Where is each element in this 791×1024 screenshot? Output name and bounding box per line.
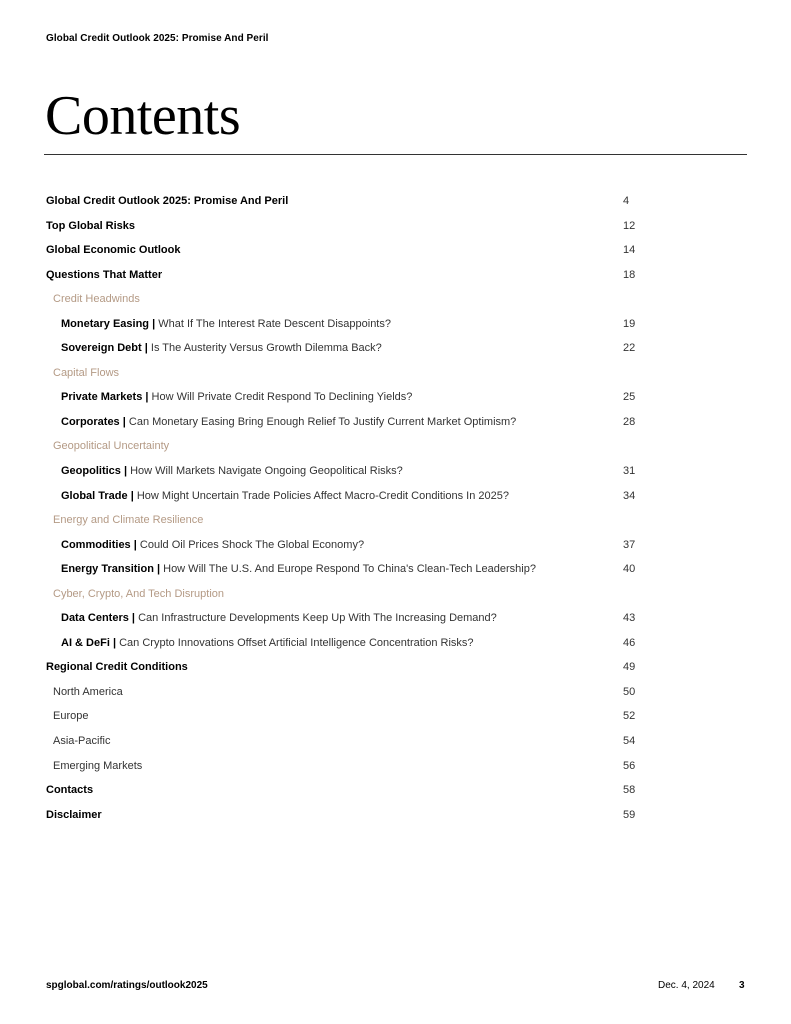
toc-entry[interactable] — [0, 658, 791, 683]
toc-page-number: 37 — [623, 538, 636, 551]
toc-entry-separator: | — [130, 489, 134, 502]
toc-category-label: Geopolitical Uncertainty — [53, 440, 170, 453]
toc-entry-separator: | — [133, 538, 137, 551]
toc-entry-question: What If The Interest Rate Descent Disappoints? — [158, 317, 391, 330]
toc-entry-topic: Sovereign Debt — [61, 342, 142, 355]
toc-entry[interactable] — [0, 757, 791, 782]
toc-entry — [0, 511, 791, 536]
toc-entry-question: Could Oil Prices Shock The Global Economy? — [139, 538, 365, 551]
toc-entry-title[interactable]: Top Global Risks — [46, 219, 136, 232]
toc-category-label: Cyber, Crypto, And Tech Disruption — [53, 587, 224, 600]
toc-entry-question: Can Crypto Innovations Offset Artificial Intelligence Concentration Risks? — [119, 636, 474, 649]
toc-entry[interactable] — [0, 339, 791, 364]
toc-page-number: 40 — [623, 563, 636, 576]
toc-page-number: 31 — [623, 465, 636, 478]
toc-entry-question: Is The Austerity Versus Growth Dilemma Back? — [150, 342, 382, 355]
toc-page-number: 34 — [623, 489, 636, 502]
toc-entry[interactable] — [0, 462, 791, 487]
toc-page-number: 50 — [623, 685, 636, 698]
toc-entry[interactable] — [0, 266, 791, 291]
toc-entry — [0, 437, 791, 462]
toc-entry-title[interactable]: Asia-Pacific — [53, 735, 111, 748]
footer-page-number: 3 — [739, 980, 745, 991]
toc-entry[interactable] — [0, 241, 791, 266]
toc-entry-topic: Geopolitics — [61, 465, 121, 478]
toc-entry-link[interactable] — [61, 416, 516, 428]
toc-entry[interactable] — [0, 413, 791, 438]
toc-entry-separator: | — [156, 563, 161, 576]
toc-page-number: 28 — [623, 415, 636, 428]
toc-page-number: 56 — [623, 759, 636, 772]
toc-entry[interactable] — [0, 683, 791, 708]
toc-entry-separator: | — [152, 317, 156, 330]
toc-entry-question: How Will Markets Navigate Ongoing Geopolitical Risks? — [130, 465, 403, 478]
toc-entry-topic: Corporates — [61, 415, 120, 428]
toc-entry-topic: Commodities — [61, 538, 131, 551]
toc-entry-title[interactable]: Disclaimer — [46, 808, 102, 821]
toc-entry-title[interactable]: Europe — [53, 710, 89, 723]
toc-page-number: 52 — [623, 710, 636, 723]
toc-entry[interactable] — [0, 806, 791, 831]
toc-entry[interactable] — [0, 560, 791, 585]
toc-entry[interactable] — [0, 388, 791, 413]
toc-entry-question: How Will Private Credit Respond To Declining Yields? — [151, 391, 413, 404]
toc-page-number: 49 — [623, 661, 636, 674]
toc-entry-topic: Private Markets — [61, 391, 143, 404]
toc-category-label: Credit Headwinds — [53, 293, 140, 306]
toc-entry-link[interactable] — [61, 342, 382, 354]
toc-entry-question: How Might Uncertain Trade Policies Affect Macro-Credit Conditions In 2025? — [136, 489, 509, 502]
toc-page-number: 4 — [623, 195, 630, 207]
toc-entry-link[interactable] — [61, 391, 412, 403]
toc-entry — [0, 585, 791, 610]
toc-entry-title[interactable]: Global Credit Outlook 2025: Promise And Peril — [46, 195, 289, 207]
running-header-title: Global Credit Outlook 2025: Promise And Peril — [46, 33, 269, 44]
toc-entry-topic: Energy Transition — [61, 563, 154, 576]
toc-page-number: 14 — [623, 244, 636, 257]
toc-entry[interactable] — [0, 192, 791, 217]
toc-page-number: 25 — [623, 391, 636, 404]
toc-entry-link[interactable] — [61, 563, 536, 575]
table-of-contents — [0, 192, 791, 830]
toc-entry[interactable] — [0, 536, 791, 561]
toc-category-label: Energy and Climate Resilience — [53, 514, 204, 527]
toc-entry-question: How Will The U.S. And Europe Respond To China's Clean-Tech Leadership? — [163, 563, 536, 576]
toc-entry-link[interactable] — [61, 637, 474, 649]
toc-entry-title[interactable]: Questions That Matter — [46, 268, 163, 281]
toc-entry-link[interactable] — [61, 318, 391, 330]
toc-page-number: 54 — [623, 735, 636, 748]
toc-entry-separator: | — [145, 391, 149, 404]
toc-entry[interactable] — [0, 781, 791, 806]
toc-page-number: 43 — [623, 612, 636, 625]
toc-entry-title[interactable]: Contacts — [46, 784, 94, 797]
page-title: Contents — [45, 85, 241, 147]
toc-page-number: 22 — [623, 342, 636, 355]
toc-entry[interactable] — [0, 217, 791, 242]
toc-entry-link[interactable] — [61, 612, 497, 624]
toc-entry-title[interactable]: Regional Credit Conditions — [46, 661, 188, 674]
toc-entry[interactable] — [0, 634, 791, 659]
toc-entry-separator: | — [131, 612, 135, 625]
toc-entry-title[interactable]: Global Economic Outlook — [46, 244, 181, 257]
toc-entry-link[interactable] — [61, 539, 364, 551]
toc-entry-link[interactable] — [61, 490, 509, 502]
toc-entry — [0, 290, 791, 315]
toc-entry[interactable] — [0, 732, 791, 757]
toc-entry[interactable] — [0, 707, 791, 732]
toc-entry-question: Can Infrastructure Developments Keep Up With The Increasing Demand? — [138, 612, 497, 625]
toc-page-number: 58 — [623, 784, 636, 797]
toc-entry-topic: Global Trade — [61, 489, 128, 502]
toc-entry-separator: | — [144, 342, 148, 355]
toc-entry — [0, 364, 791, 389]
toc-entry-link[interactable] — [61, 465, 403, 477]
title-divider — [44, 154, 747, 155]
toc-entry[interactable] — [0, 487, 791, 512]
toc-entry-separator: | — [122, 415, 126, 428]
toc-entry[interactable] — [0, 315, 791, 340]
toc-entry[interactable] — [0, 609, 791, 634]
toc-entry-separator: | — [112, 636, 117, 649]
toc-entry-topic: AI & DeFi — [61, 636, 110, 649]
footer-url-link[interactable]: spglobal.com/ratings/outlook2025 — [46, 980, 208, 991]
toc-entry-question: Can Monetary Easing Bring Enough Relief To Justify Current Market Optimism? — [128, 415, 517, 428]
toc-page-number: 12 — [623, 219, 636, 232]
footer-date: Dec. 4, 2024 — [658, 980, 715, 991]
toc-page-number: 46 — [623, 636, 636, 649]
toc-entry-topic: Monetary Easing — [61, 317, 150, 330]
toc-page-number: 19 — [623, 317, 636, 330]
toc-entry-title[interactable]: Emerging Markets — [53, 759, 143, 772]
toc-entry-topic: Data Centers — [61, 612, 129, 625]
toc-page-number: 59 — [623, 808, 636, 821]
toc-category-label: Capital Flows — [53, 366, 120, 379]
toc-page-number: 18 — [623, 268, 636, 281]
toc-entry-separator: | — [123, 465, 128, 478]
toc-entry-title[interactable]: North America — [53, 685, 123, 698]
